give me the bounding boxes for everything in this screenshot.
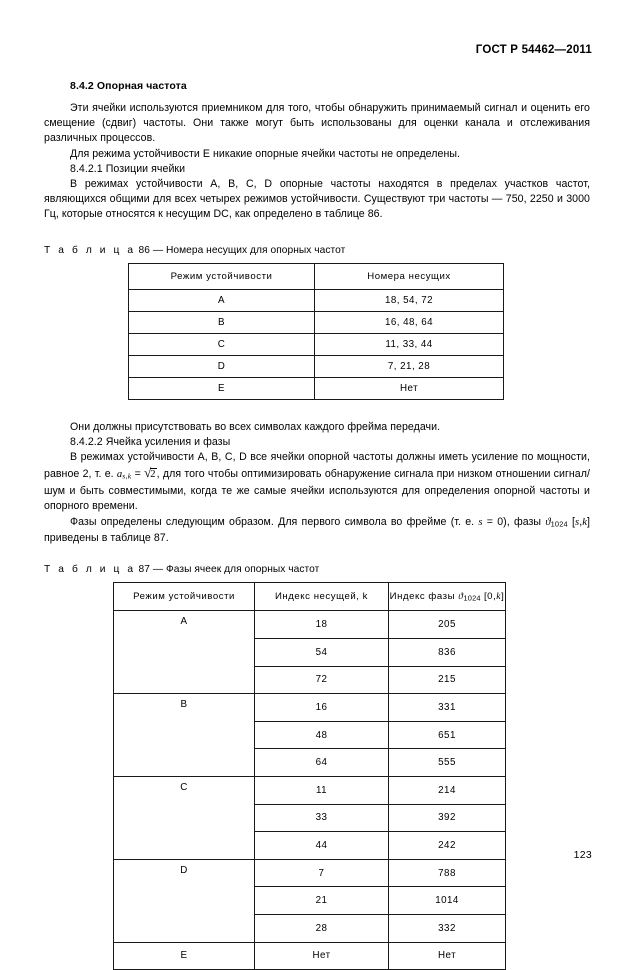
table-87-cell-mode: C bbox=[114, 776, 255, 859]
table-86-cell-mode: E bbox=[129, 377, 315, 399]
table-87-cell-phase: 331 bbox=[389, 694, 506, 722]
table-87-cell-phase: 215 bbox=[389, 666, 506, 694]
table-row bbox=[114, 859, 506, 887]
table-86-caption bbox=[44, 245, 590, 256]
clause-heading-8-4-2-2: 8.4.2.2 Ячейка усиления и фазы bbox=[70, 435, 231, 448]
paragraph-present-all-symbols: Они должны присутствовать во всех символах каждого фрейма передачи. bbox=[70, 420, 441, 433]
table-87-cell-phase: 205 bbox=[389, 611, 506, 639]
table-87-cell-carrier: 44 bbox=[255, 832, 389, 860]
table-row bbox=[129, 333, 504, 355]
table-86-caption-number: 86 bbox=[135, 244, 153, 256]
table-86-col-mode: Режим устойчивости bbox=[129, 263, 315, 289]
running-header bbox=[40, 44, 592, 56]
paragraph-reference-cells-usage: Эти ячейки используются приемником для того, чтобы обнаружить принимаемый сигнал и оценить его смещение (сдвиг) частоты. Они также могут быть использованы для оценки канала и отслеживания различных процессов. bbox=[44, 102, 590, 145]
phase-bracket-close: ] bbox=[587, 515, 590, 528]
table-87-cell-mode: B bbox=[114, 694, 255, 777]
table-87-cell-carrier: 16 bbox=[255, 694, 389, 722]
paragraph-gain-and-phase bbox=[44, 450, 590, 514]
gain-text-before: В режимах устойчивости А, В, С, D все ячейки опорной частоты должны иметь усиление по мощности, равное 2, т. е. bbox=[44, 451, 590, 481]
radicand: 2 bbox=[150, 469, 156, 481]
table-87-cell-carrier: 72 bbox=[255, 666, 389, 694]
gain-text-after: , для того чтобы оптимизировать обнаружение сигнала при низком отношении сигнал/шум и быть совместимыми, когда те же самые ячейки используются для определения опорной частоты и опорного времени. bbox=[44, 468, 590, 513]
equals-sign: = bbox=[131, 468, 145, 481]
table-86-col-carriers: Номера несущих bbox=[315, 263, 504, 289]
page-content bbox=[44, 80, 590, 970]
clause-heading-8-4-2-1: 8.4.2.1 Позиции ячейки bbox=[70, 162, 186, 175]
phase-s-equals: = 0), фазы bbox=[482, 515, 546, 528]
table-86-header-row bbox=[129, 263, 504, 289]
table-86 bbox=[128, 263, 504, 400]
table-row bbox=[114, 942, 506, 970]
table-87-cell-phase: 1014 bbox=[389, 887, 506, 915]
table-87-cell-phase: 214 bbox=[389, 776, 506, 804]
phase-col-arg-k: k bbox=[496, 591, 502, 603]
table-87-cell-carrier: 54 bbox=[255, 638, 389, 666]
table-87-cell-carrier: 28 bbox=[255, 914, 389, 942]
table-86-cell-mode: A bbox=[129, 289, 315, 311]
phase-arg-k: k bbox=[582, 516, 587, 528]
radical-icon: √ bbox=[144, 465, 152, 481]
table-87-cell-phase: 242 bbox=[389, 832, 506, 860]
table-row bbox=[129, 377, 504, 399]
phase-col-bracket-close: ] bbox=[501, 591, 505, 603]
table-87-caption-number: 87 bbox=[135, 564, 153, 576]
table-86-cell-carriers: 16, 48, 64 bbox=[315, 311, 504, 333]
table-row bbox=[129, 311, 504, 333]
phase-arg-s: s bbox=[575, 516, 580, 528]
table-87-cell-phase: Нет bbox=[389, 942, 506, 970]
table-row bbox=[114, 611, 506, 639]
table-87-cell-carrier: 64 bbox=[255, 749, 389, 777]
phase-bracket-open: [ bbox=[567, 515, 576, 528]
table-87-cell-carrier: Нет bbox=[255, 942, 389, 970]
table-87-cell-phase: 651 bbox=[389, 721, 506, 749]
table-87-cell-carrier: 33 bbox=[255, 804, 389, 832]
table-86-caption-text: — Номера несущих для опорных частот bbox=[152, 244, 346, 256]
phase-text-before: Фазы определены следующим образом. Для первого символа во фрейме (т. е. bbox=[70, 515, 479, 528]
table-86-cell-carriers: 11, 33, 44 bbox=[315, 333, 504, 355]
table-87 bbox=[113, 582, 506, 970]
paragraph-cell-positions: В режимах устойчивости А, В, С, D опорные частоты находятся в пределах участков частот, являющихся общими для всех четырех режимов устойчивости. Существуют три частоты — 750, 2250 и 3000 Гц, которые относятся к несущим DC, как определено в таблице 86. bbox=[44, 178, 590, 221]
table-86-cell-carriers: Нет bbox=[315, 377, 504, 399]
table-87-col-phase-index bbox=[389, 583, 506, 611]
table-86-caption-label: Т а б л и ц а bbox=[44, 244, 136, 256]
phase-col-subscript: 1024 bbox=[463, 593, 481, 603]
table-87-cell-phase: 332 bbox=[389, 914, 506, 942]
table-87-header-row bbox=[114, 583, 506, 611]
table-87-cell-phase: 836 bbox=[389, 638, 506, 666]
table-86-cell-mode: C bbox=[129, 333, 315, 355]
table-87-cell-carrier: 11 bbox=[255, 776, 389, 804]
table-87-cell-phase: 392 bbox=[389, 804, 506, 832]
table-row bbox=[114, 776, 506, 804]
table-87-cell-phase: 555 bbox=[389, 749, 506, 777]
page-number: 123 bbox=[573, 849, 592, 861]
table-87-cell-mode: E bbox=[114, 942, 255, 970]
table-87-cell-mode: D bbox=[114, 859, 255, 942]
phase-col-prefix: Индекс фазы bbox=[389, 591, 459, 603]
table-86-body bbox=[129, 289, 504, 399]
table-row bbox=[114, 694, 506, 722]
table-87-col-mode: Режим устойчивости bbox=[114, 583, 255, 611]
table-row bbox=[129, 289, 504, 311]
phase-text-after: приведены в таблице 87. bbox=[44, 532, 169, 545]
table-row bbox=[129, 355, 504, 377]
phase-symbol-theta: ϑ bbox=[545, 516, 551, 528]
table-87-caption-text: — Фазы ячеек для опорных частот bbox=[152, 564, 320, 576]
table-86-cell-carriers: 7, 21, 28 bbox=[315, 355, 504, 377]
symbol-index-s: s bbox=[478, 516, 483, 528]
phase-symbol-subscript: 1024 bbox=[550, 518, 568, 528]
phase-col-bracket-open: [0, bbox=[480, 591, 497, 603]
table-87-cell-phase: 788 bbox=[389, 859, 506, 887]
table-87-body bbox=[114, 611, 506, 970]
table-87-cell-carrier: 7 bbox=[255, 859, 389, 887]
table-87-caption bbox=[44, 564, 590, 575]
table-87-cell-carrier: 18 bbox=[255, 611, 389, 639]
standard-designation: ГОСТ Р 54462—2011 bbox=[475, 44, 592, 56]
amplitude-subscript: s,k bbox=[122, 471, 132, 481]
table-87-cell-mode: A bbox=[114, 611, 255, 694]
table-87-col-carrier-index: Индекс несущей, k bbox=[255, 583, 389, 611]
table-86-block bbox=[44, 245, 590, 400]
phase-col-symbol: ϑ bbox=[458, 591, 464, 603]
table-87-cell-carrier: 48 bbox=[255, 721, 389, 749]
square-root-expression bbox=[144, 465, 157, 481]
amplitude-variable: a bbox=[116, 469, 123, 481]
paragraph-phase-definition bbox=[44, 515, 590, 547]
table-87-block bbox=[44, 564, 590, 970]
phase-arg-comma: , bbox=[579, 515, 583, 528]
clause-heading-8-4-2: 8.4.2 Опорная частота bbox=[70, 80, 187, 92]
table-87-cell-carrier: 21 bbox=[255, 887, 389, 915]
paragraph-mode-e-undefined: Для режима устойчивости Е никакие опорные ячейки частоты не определены. bbox=[70, 147, 461, 160]
table-86-cell-mode: B bbox=[129, 311, 315, 333]
table-87-caption-label: Т а б л и ц а bbox=[44, 564, 136, 576]
table-86-cell-carriers: 18, 54, 72 bbox=[315, 289, 504, 311]
table-86-cell-mode: D bbox=[129, 355, 315, 377]
